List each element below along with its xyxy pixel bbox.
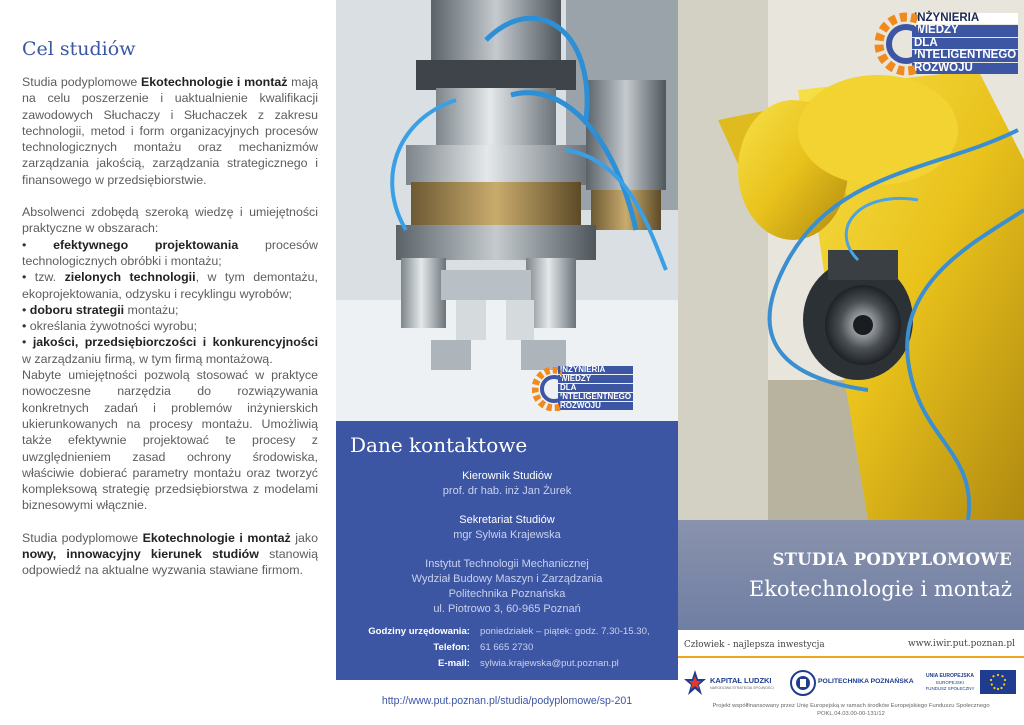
emblem-icon xyxy=(790,670,816,696)
secretary-label: Sekretariat Studiów xyxy=(459,514,555,526)
cover-panel xyxy=(678,0,1024,725)
gripper-machine-photo xyxy=(336,0,678,421)
director-label: Kierownik Studiów xyxy=(462,470,552,482)
funders-logos xyxy=(678,660,1024,725)
machine-illustration xyxy=(336,0,678,421)
iwir-logo xyxy=(874,12,1018,76)
list-item: • efektywnego projektowania procesów technologicznych obróbki i montażu; xyxy=(22,237,318,270)
program-url-link[interactable]: http://www.put.poznan.pl/studia/podyplomowe/sp-201 xyxy=(381,695,633,707)
eu-flag-icon xyxy=(980,670,1016,694)
ue-line2: EUROPEJSKI xyxy=(936,680,964,685)
phone-label: Telefon: xyxy=(433,642,470,653)
yellow-robot-photo xyxy=(678,0,1024,520)
tagline-text: Człowiek - najlepsza inwestycja xyxy=(684,640,825,650)
cover-title: STUDIA PODYPLOMOWE xyxy=(772,550,1012,569)
funding-note xyxy=(678,702,1024,718)
kl-title: KAPITAŁ LUDZKI xyxy=(710,676,772,685)
skills-paragraph: Nabyte umiejętności pozwolą stosować w praktyce nowoczesne narzędzia do rozwiązywania konkretnych zadań i problemów inżynierskich ukierunkowanych na procesy montażu. Umożliwią także efektywnie projektować te procesy z uwzględnieniem zasad ochrony środowiska, właściwie dobierać parametry montażu oraz tworzyć kompleksową strategię przedsiębiorstwa z modelami biznesowymi włącznie. xyxy=(22,368,318,513)
director-block xyxy=(336,469,678,499)
text-span: mają na celu poszerzenie i uaktualnienie kwalifikacji zawodowych Słuchaczy i Słuchaczek z zakresu technologii, metod i form organizacyjnych procesów technologicznych montażu oraz mechanizmów zarządzania jakością, zarządzania strategicznego i finansowego w przedsiębiorstwie. xyxy=(22,75,318,187)
email-label: E-mail: xyxy=(438,658,470,669)
contact-section xyxy=(336,421,678,680)
middle-panel xyxy=(336,0,678,725)
left-panel xyxy=(0,0,340,725)
brand-text: INŻYNIERIA WIEDZY DLA INTELIGENTNEGO ROZWOJU xyxy=(914,11,1017,74)
kl-subtitle: NARODOWA STRATEGIA SPÓJNOŚCI xyxy=(710,686,774,690)
intro-paragraph xyxy=(22,74,318,188)
phone-value[interactable]: 61 665 2730 xyxy=(480,642,534,653)
closing-paragraph: Studia podyplomowe Ekotechnologie i montaż jako nowy, innowacyjny kierunek studiów stanowią odpowiedź na aktualne wyzwania stawiane firmom. xyxy=(22,530,318,578)
skills-list xyxy=(22,237,318,367)
gear-icon xyxy=(532,367,562,411)
secretary-name: mgr Sylwia Krajewska xyxy=(453,529,561,541)
gear-icon xyxy=(874,12,918,76)
address-line: Wydział Budowy Maszyn i Zarządzania xyxy=(411,573,603,585)
ue-line3: FUNDUSZ SPOŁECZNY xyxy=(925,686,975,691)
list-item: • określania żywotności wyrobu; xyxy=(22,318,318,334)
address-line: ul. Piotrowo 3, 60-965 Poznań xyxy=(433,603,581,615)
program-name: Ekotechnologie i montaż xyxy=(140,75,288,89)
address-line: Instytut Technologii Mechanicznej xyxy=(425,558,589,570)
director-name: prof. dr hab. inż Jan Żurek xyxy=(442,485,572,497)
eu-logo xyxy=(924,668,1020,700)
secretary-block xyxy=(336,513,678,543)
brand-text: INŻYNIERIA WIEDZY DLA INTELIGENTNEGO ROZWOJU xyxy=(560,365,632,410)
iwir-logo-small xyxy=(532,366,633,411)
ue-line1: UNIA EUROPEJSKA xyxy=(926,673,974,679)
politechnika-logo xyxy=(790,668,918,700)
robot-illustration xyxy=(678,0,1024,520)
funding-code: POKL.04.03.00-00-131/12 xyxy=(817,711,885,717)
cover-subtitle: Ekotechnologie i montaż xyxy=(748,577,1012,601)
list-item: • jakości, przedsiębiorczości i konkurencyjności w zarządzaniu firmą, w tym firmą montażową. xyxy=(22,334,318,367)
email-link[interactable]: sylwia.krajewska@put.poznan.pl xyxy=(480,658,619,669)
address-line: Politechnika Poznańska xyxy=(448,588,566,600)
tagline-bar xyxy=(678,630,1024,658)
address-block xyxy=(336,557,678,617)
kapital-ludzki-logo xyxy=(684,668,780,700)
website-link[interactable]: www.iwir.put.poznan.pl xyxy=(908,639,1015,649)
contact-heading: Dane kontaktowe xyxy=(350,433,528,457)
text-span: Studia podyplomowe xyxy=(22,75,141,89)
section-heading: Cel studiów xyxy=(22,38,136,60)
hours-value: poniedziałek – piątek: godz. 7.30-15.30, xyxy=(480,626,650,637)
funding-text: Projekt współfinansowany przez Unię Europejską w ramach środków Europejskiego Funduszu Społecznego xyxy=(712,703,990,709)
list-item: • tzw. zielonych technologii, w tym demontażu, ekoprojektowania, odzysku i recyklingu wyrobów; xyxy=(22,269,318,302)
star-icon xyxy=(684,668,706,698)
graduates-paragraph: Absolwenci zdobędą szeroką wiedzę i umiejętności praktyczne w obszarach: xyxy=(22,205,318,236)
pp-name: POLITECHNIKA POZNAŃSKA xyxy=(818,678,914,685)
hours-label: Godziny urzędowania: xyxy=(368,626,470,637)
cover-title-band xyxy=(678,520,1024,630)
list-item: • doboru strategii montażu; xyxy=(22,302,318,318)
